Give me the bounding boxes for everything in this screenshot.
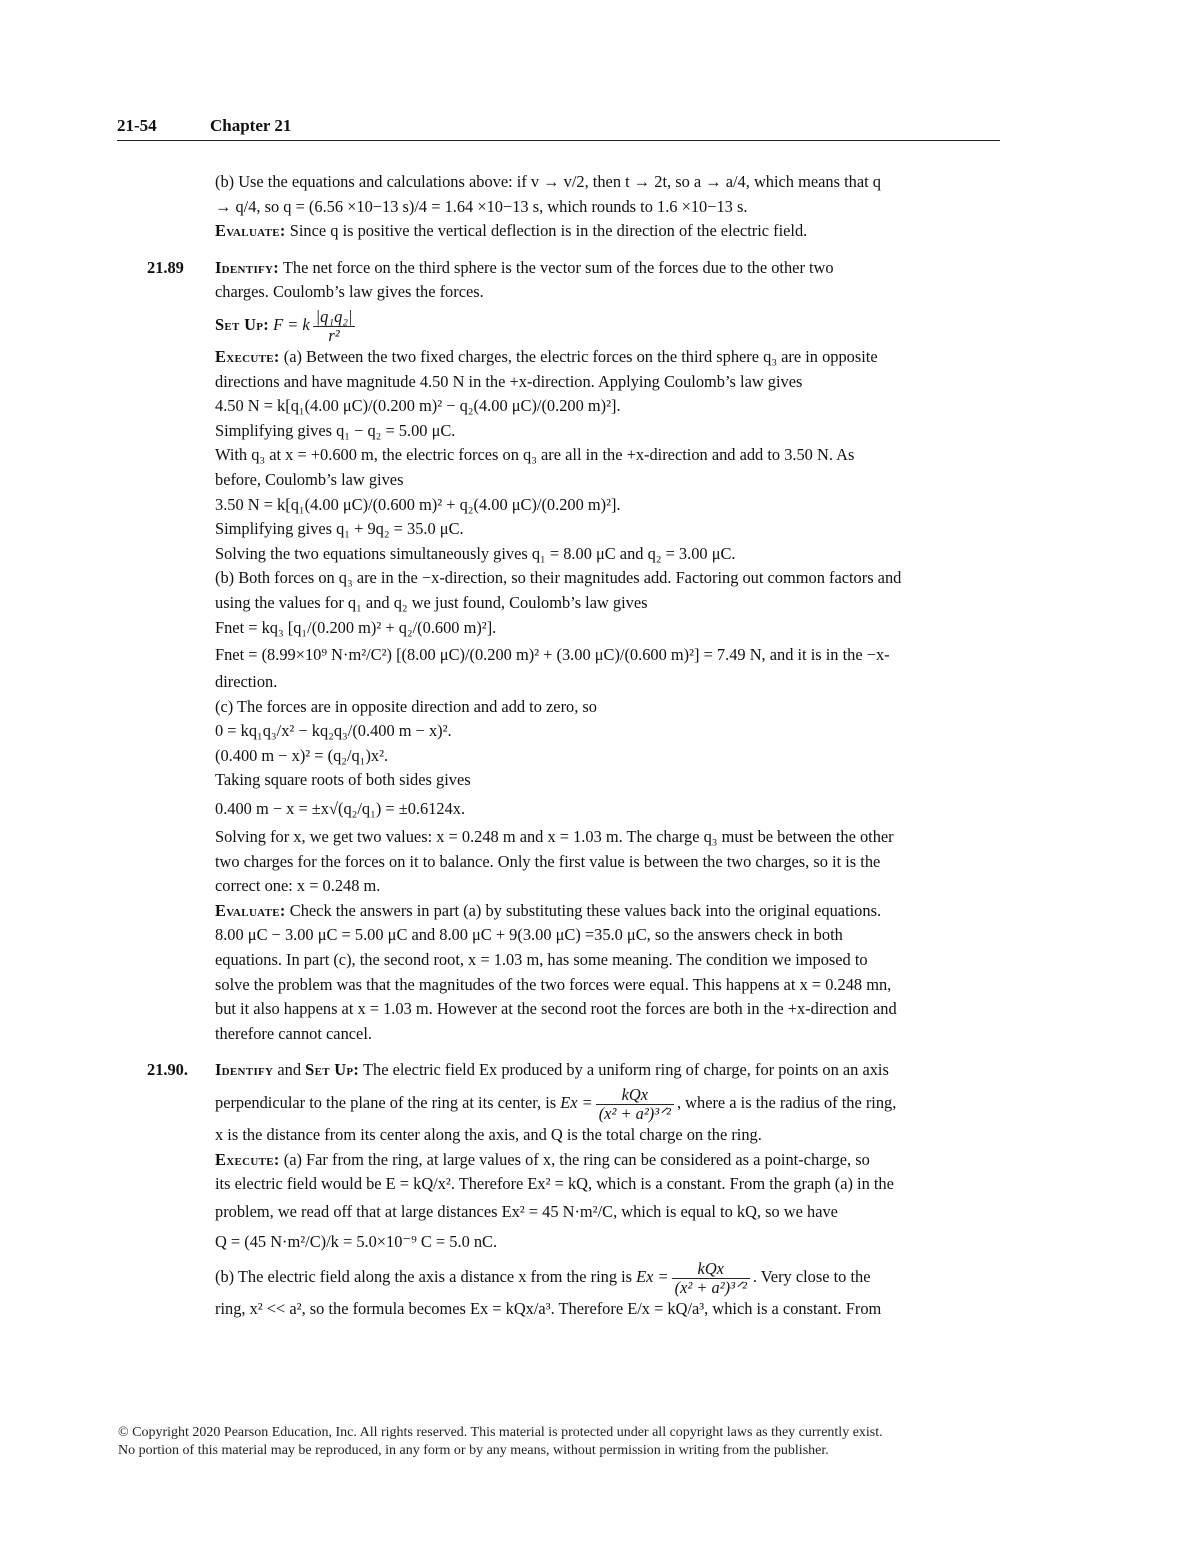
text-line: correct one: x = 0.248 m. — [215, 876, 381, 896]
text-segment: (b) The electric field along the axis a distance x from the ring is — [215, 1266, 633, 1286]
text-line: Taking square roots of both sides gives — [215, 770, 471, 790]
identify-label: Identify — [215, 1060, 274, 1080]
fraction-numerator: kQx — [596, 1086, 674, 1105]
page-content — [147, 170, 995, 1321]
setup-equation-left: F = k — [273, 314, 310, 334]
identify-text: The electric field Ex produced by a uniform ring of charge, for points on an axis — [363, 1060, 889, 1080]
text-line: x is the distance from its center along the axis, and Q is the total charge on the ring. — [215, 1125, 762, 1144]
problem-21-89 — [147, 256, 995, 1047]
execute-line — [215, 345, 995, 370]
equation-left: Ex = — [636, 1266, 669, 1286]
evaluate-line — [215, 219, 995, 244]
equation-line: Q = (45 N·m²/C)/k = 5.0×10⁻⁹ C = 5.0 nC. — [215, 1231, 498, 1251]
fraction-numerator: |q₁q₂| — [313, 308, 356, 327]
setup-label: Set Up: — [305, 1060, 360, 1080]
equation-line: Fnet = kq₃ [q₁/(0.200 m)² + q₂/(0.600 m)²]. — [215, 617, 497, 637]
execute-label: Execute: — [215, 346, 280, 366]
text-line: direction. — [215, 672, 278, 692]
text-line: but it also happens at x = 1.03 m. However at the second root the forces are both in the +x-direction and — [215, 999, 897, 1019]
execute-text: (a) Between the two fixed charges, the electric forces on the third sphere q₃ are in opposite — [283, 346, 878, 366]
text-line: (b) Use the equations and calculations above: if v → v/2, then t → 2t, so a → a/4, which means that q — [215, 172, 881, 191]
fraction-numerator: kQx — [672, 1260, 750, 1279]
text-line: its electric field would be E = kQ/x². Therefore Ex² = kQ, which is a constant. From the graph (a) in the — [215, 1174, 894, 1194]
evaluate-label: Evaluate: — [215, 221, 286, 241]
page-number: 21-54 — [117, 116, 157, 135]
text-segment: . Very close to the — [752, 1266, 871, 1286]
text-line: ring, x² << a², so the formula becomes Ex = kQx/a³. Therefore E/x = kQ/a³, which is a constant. From — [215, 1298, 882, 1318]
text-line: therefore cannot cancel. — [215, 1023, 372, 1043]
text-line: using the values for q₁ and q₂ we just found, Coulomb’s law gives — [215, 592, 648, 612]
text-line: 8.00 μC − 3.00 μC = 5.00 μC and 8.00 μC + 9(3.00 μC) =35.0 μC, so the answers check in both — [215, 925, 843, 945]
part-b-previous — [215, 170, 995, 244]
evaluate-line — [215, 899, 995, 924]
copyright-footer — [118, 1424, 883, 1460]
setup-label: Set Up: — [215, 314, 270, 334]
text-line: two charges for the forces on it to balance. Only the first value is between the two charges, so it is the — [215, 851, 881, 871]
part-b-equation-line — [215, 1257, 995, 1297]
setup-line — [215, 305, 995, 345]
text-line: Simplifying gives q₁ − q₂ = 5.00 μC. — [215, 420, 456, 440]
text-line: before, Coulomb’s law gives — [215, 469, 404, 489]
text-line: Solving for x, we get two values: x = 0.248 m and x = 1.03 m. The charge q₃ must be between the other — [215, 827, 894, 847]
equation-line: Fnet = (8.99×10⁹ N·m²/C²) [(8.00 μC)/(0.200 m)² + (3.00 μC)/(0.600 m)²] = 7.49 N, and it is in the −x- — [215, 645, 890, 665]
coulomb-fraction — [313, 308, 356, 345]
problem-number: 21.90. — [147, 1060, 188, 1080]
copyright-line: © Copyright 2020 Pearson Education, Inc. All rights reserved. This material is protected under all copyright laws as they currently exist. — [118, 1425, 883, 1440]
ring-field-fraction — [596, 1086, 674, 1123]
text-segment: perpendicular to the plane of the ring at its center, is — [215, 1093, 557, 1112]
and-text: and — [273, 1060, 306, 1080]
text-line: equations. In part (c), the second root, x = 1.03 m, has some meaning. The condition we imposed to — [215, 950, 868, 970]
execute-line — [215, 1148, 995, 1173]
identify-label: Identify: — [215, 257, 280, 277]
ring-field-fraction — [672, 1260, 750, 1297]
text-segment: , where a is the radius of the ring, — [676, 1093, 897, 1112]
execute-label: Execute: — [215, 1149, 280, 1169]
identify-text: The net force on the third sphere is the vector sum of the forces due to the other two — [282, 257, 834, 277]
text-line: Simplifying gives q₁ + 9q₂ = 35.0 μC. — [215, 519, 464, 539]
problem-21-90 — [147, 1058, 995, 1321]
text-line: (b) Both forces on q₃ are in the −x-direction, so their magnitudes add. Factoring out common factors and — [215, 568, 902, 588]
evaluate-label: Evaluate: — [215, 900, 286, 920]
execute-text: (a) Far from the ring, at large values of x, the ring can be considered as a point-charge, so — [283, 1149, 870, 1169]
text-line: charges. Coulomb’s law gives the forces. — [215, 282, 484, 302]
text-line: directions and have magnitude 4.50 N in the +x-direction. Applying Coulomb’s law gives — [215, 371, 803, 391]
text-line: Solving the two equations simultaneously gives q₁ = 8.00 μC and q₂ = 3.00 μC. — [215, 543, 736, 563]
equation-left: Ex = — [560, 1093, 593, 1112]
text-line: solve the problem was that the magnitudes of the two forces were equal. This happens at x = 0.248 mn, — [215, 974, 892, 994]
equation-line: (0.400 m − x)² = (q₂/q₁)x². — [215, 745, 389, 765]
text-line: With q₃ at x = +0.600 m, the electric forces on q₃ are all in the +x-direction and add to 3.50 N. As — [215, 445, 855, 465]
fraction-denominator: r² — [328, 325, 340, 345]
page-header — [117, 116, 1000, 141]
identify-line — [215, 1058, 995, 1083]
equation-line: 0.400 m − x = ±x√(q₂/q₁) = ±0.6124x. — [215, 799, 466, 819]
copyright-line: No portion of this material may be reproduced, in any form or by any means, without permission in writing from the publisher. — [118, 1443, 829, 1458]
evaluate-text: Since q is positive the vertical deflection is in the direction of the electric field. — [289, 221, 808, 241]
identify-line — [215, 256, 995, 281]
equation-line: 4.50 N = k[q₁(4.00 μC)/(0.200 m)² − q₂(4.00 μC)/(0.200 m)²]. — [215, 396, 621, 416]
text-line: problem, we read off that at large distances Ex² = 45 N·m²/C, which is equal to kQ, so we have — [215, 1201, 838, 1221]
equation-line: 0 = kq₁q₃/x² − kq₂q₃/(0.400 m − x)². — [215, 721, 452, 741]
text-line: → q/4, so q = (6.56 ×10−13 s)/4 = 1.64 ×10−13 s, which rounds to 1.6 ×10−13 s. — [215, 196, 748, 216]
evaluate-text: Check the answers in part (a) by substituting these values back into the original equations. — [289, 900, 882, 920]
equation-line: 3.50 N = k[q₁(4.00 μC)/(0.600 m)² + q₂(4.00 μC)/(0.200 m)²]. — [215, 494, 621, 514]
fraction-denominator: (x² + a²)³ᐟ² — [598, 1103, 671, 1123]
text-line: (c) The forces are in opposite direction and add to zero, so — [215, 696, 598, 716]
fraction-denominator: (x² + a²)³ᐟ² — [674, 1277, 747, 1297]
problem-number: 21.89 — [147, 257, 184, 277]
ring-field-equation-line — [215, 1083, 995, 1123]
chapter-title: Chapter 21 — [210, 116, 292, 135]
